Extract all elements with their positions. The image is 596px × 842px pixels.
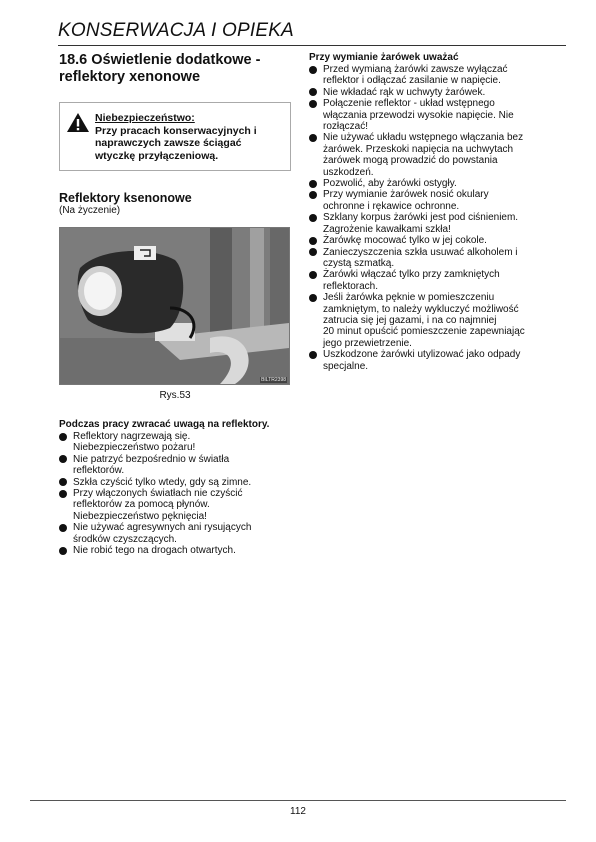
list-item-line: żarówek. Przeskoki napięcia na uchwytach bbox=[323, 143, 514, 155]
right-column bbox=[309, 52, 565, 372]
list-item-line: reflektorów. bbox=[73, 465, 125, 477]
list-item-line: specjalne. bbox=[323, 360, 369, 372]
bullet-icon bbox=[309, 294, 317, 302]
bullet-icon bbox=[309, 88, 317, 96]
bullet-icon bbox=[59, 478, 67, 486]
list-item-line: rozłączać! bbox=[323, 121, 369, 133]
list-item-line: Uszkodzone żarówki utylizować jako odpady bbox=[323, 349, 521, 361]
section-title bbox=[59, 52, 291, 86]
bullet-icon bbox=[309, 66, 317, 74]
warning-line: wtyczkę przyłączeniową. bbox=[95, 149, 219, 162]
warning-heading: Niebezpieczeństwo: bbox=[95, 112, 195, 124]
list-item bbox=[309, 212, 565, 235]
list-item-line: żarówek mogą prowadzić do powstania bbox=[323, 155, 498, 167]
list-item bbox=[309, 292, 565, 349]
list-item-line: Jeśli żarówka pęknie w pomieszczeniu bbox=[323, 292, 495, 304]
list-item-line: uszkodzeń. bbox=[323, 166, 374, 178]
bullet-icon bbox=[309, 237, 317, 245]
list-item bbox=[59, 454, 291, 477]
list-item-line: 20 minut opuścić pomieszczenie zapewniając bbox=[323, 326, 525, 338]
list-item-line: zatrucia się jej gazami, i na co najmniej bbox=[323, 314, 497, 326]
list-item bbox=[309, 269, 565, 292]
xenon-headlight-photo bbox=[59, 227, 290, 385]
list-item bbox=[309, 247, 565, 270]
list-item-line: Żarówkę mocować tylko w jej cokole. bbox=[323, 235, 487, 247]
headlight-illustration bbox=[60, 228, 289, 384]
list-item-line: jego przewietrzenie. bbox=[323, 337, 412, 349]
list-item bbox=[59, 522, 291, 545]
subsection-title: Reflektory ksenonowe bbox=[59, 191, 192, 205]
list-item-line: Przy wymianie żarówek nosić okulary bbox=[323, 189, 489, 201]
page-number: 112 bbox=[290, 806, 306, 817]
list-item-line: ochronne i rękawice ochronne. bbox=[323, 200, 460, 212]
bullet-icon bbox=[59, 433, 67, 441]
list-item bbox=[59, 477, 291, 488]
list-item-line: Nie używać agresywnych ani rysujących bbox=[73, 522, 252, 534]
bullet-icon bbox=[309, 271, 317, 279]
warning-line: Przy pracach konserwacyjnych i bbox=[95, 124, 257, 137]
bullet-icon bbox=[59, 490, 67, 498]
list-item-line: Nie używać układu wstępnego włączania bez bbox=[323, 132, 524, 144]
list-item bbox=[309, 189, 565, 212]
bullet-icon bbox=[309, 180, 317, 188]
page-header-title: KONSERWACJA I OPIEKA bbox=[58, 20, 294, 41]
bullet-icon bbox=[309, 351, 317, 359]
list-item-line: reflektor i odłączać zasilanie w napięcie. bbox=[323, 75, 501, 87]
list-item-line: Niebezpieczeństwo pęknięcia! bbox=[73, 510, 207, 522]
list-item bbox=[59, 488, 291, 522]
warning-triangle-icon bbox=[66, 112, 90, 133]
list-item-line: Nie patrzyć bezpośrednio w światła bbox=[73, 453, 230, 465]
list-item-line: Niebezpieczeństwo pożaru! bbox=[73, 442, 196, 454]
list-item-line: Zagrożenie kawałkami szkła! bbox=[323, 223, 451, 235]
list-item-line: Pozwolić, aby żarówki ostygły. bbox=[323, 178, 457, 190]
list-item-line: Nie robić tego na drogach otwartych. bbox=[73, 545, 236, 557]
bulb-replacement-title: Przy wymianie żarówek uważać bbox=[309, 52, 459, 63]
list-item-line: reflektorów za pomocą płynów. bbox=[73, 499, 210, 511]
bullet-icon bbox=[309, 134, 317, 142]
list-item-line: Połączenie reflektor - układ wstępnego bbox=[323, 98, 495, 110]
list-item-line: włączania przewodzi wysokie napięcie. Nie bbox=[323, 109, 514, 121]
list-item bbox=[309, 349, 565, 372]
figure-code: BILTR2398 bbox=[261, 377, 286, 383]
list-item bbox=[309, 64, 565, 87]
list-item-line: Nie wkładać rąk w uchwyty żarówek. bbox=[323, 86, 486, 98]
bullet-icon bbox=[309, 214, 317, 222]
left-column bbox=[59, 52, 291, 556]
bullet-icon bbox=[309, 248, 317, 256]
list-item-line: Przed wymianą żarówki zawsze wyłączać bbox=[323, 64, 508, 75]
list-item bbox=[59, 431, 291, 454]
list-item bbox=[309, 98, 565, 132]
list-item bbox=[309, 235, 565, 246]
list-item-line: środków czyszczących. bbox=[73, 533, 177, 545]
footer-rule bbox=[30, 800, 566, 801]
header-rule bbox=[58, 45, 566, 46]
list-item-line: reflektorach. bbox=[323, 280, 379, 292]
subsection-note: (Na życzenie) bbox=[59, 205, 121, 216]
list-item-line: zamkniętym, to należy wykluczyć możliwość bbox=[323, 303, 519, 315]
bullet-icon bbox=[59, 547, 67, 555]
section-title-line-2: reflektory xenonowe bbox=[59, 69, 201, 85]
list-item-line: Szklany korpus żarówki jest pod ciśnieniem. bbox=[323, 212, 519, 224]
warning-text bbox=[95, 112, 285, 162]
bullet-icon bbox=[309, 100, 317, 108]
list-item bbox=[59, 545, 291, 556]
list-item-line: Szkła czyścić tylko wtedy, gdy są zimne. bbox=[73, 476, 252, 488]
caution-list bbox=[59, 431, 291, 556]
list-item-line: Reflektory nagrzewają się. bbox=[73, 431, 191, 442]
bulb-replacement-list bbox=[309, 64, 565, 372]
list-item bbox=[309, 178, 565, 189]
list-item-line: Żarówki włączać tylko przy zamkniętych bbox=[323, 269, 500, 281]
list-item-line: czystą szmatką. bbox=[323, 257, 395, 269]
bullet-icon bbox=[59, 455, 67, 463]
section-title-line-1: 18.6 Oświetlenie dodatkowe - bbox=[59, 52, 261, 68]
bullet-icon bbox=[309, 191, 317, 199]
list-item-line: Przy włączonych światłach nie czyścić bbox=[73, 488, 243, 500]
list-item-line: Zanieczyszczenia szkła usuwać alkoholem i bbox=[323, 246, 518, 258]
list-item bbox=[309, 87, 565, 98]
list-item bbox=[309, 132, 565, 178]
warning-line: naprawczych zawsze ściągać bbox=[95, 137, 242, 149]
caution-title: Podczas pracy zwracać uwagą na reflektory. bbox=[59, 419, 270, 430]
bullet-icon bbox=[59, 524, 67, 532]
danger-warning-box bbox=[59, 102, 291, 171]
figure-caption: Rys.53 bbox=[159, 390, 191, 401]
